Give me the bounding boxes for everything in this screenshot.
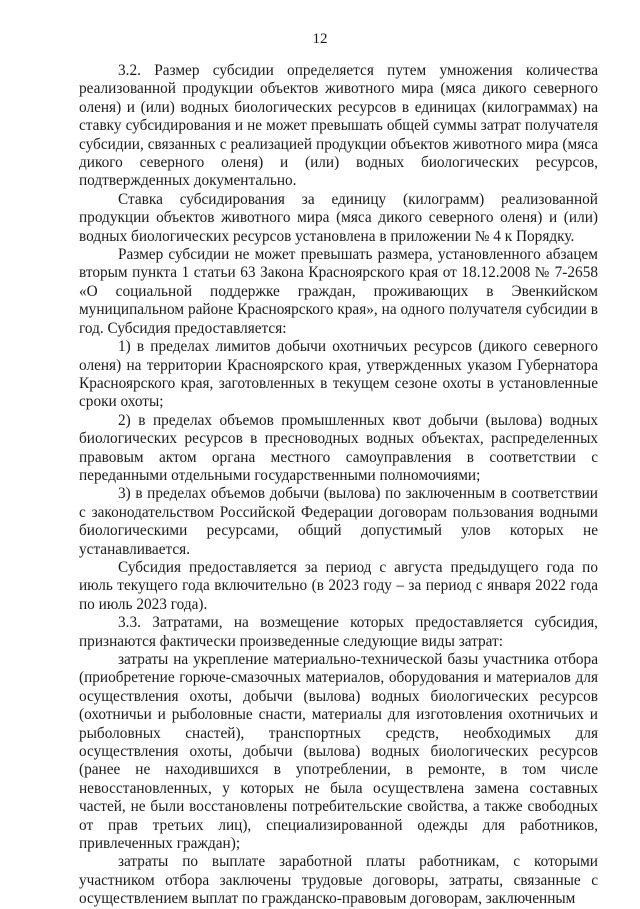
paragraph-costs-equipment: затраты на укрепление материально-технической базы участника отбора (приобретение горюче-смазочных материалов, оборудования и материалов для осуществления охоты, добычи (вылова) водных биологических ресурсов (охотничьи и рыболовные снасти, материалы для изготовления охотничьих и рыболовных снастей), транспортных средств, необходимых для осуществления охоты, добычи (вылова) водных биологических ресурсов (ранее не находившихся в употреблении, в ремонте, в том числе невосстановленных, у которых не была осуществлена замена составных частей, не были восстановлены потребительские свойства, а также свободных от прав третьих лиц), специализированной одежды для работников, привлеченных граждан); — [79, 651, 598, 853]
paragraph-3-2: 3.2. Размер субсидии определяется путем умножения количества реализованной продукции объектов животного мира (мяса дикого северного оленя) и (или) водных биологических ресурсов в единицах (килограммах) на ставку субсидирования и не может превышать общей суммы затрат получателя субсидии, связанных с реализацией продукции объектов животного мира (мяса дикого северного оленя) и (или) водных биологических ресурсов, подтвержденных документально. — [79, 62, 598, 190]
document-body — [79, 62, 598, 909]
paragraph-costs-salary: затраты по выплате заработной платы работникам, с которыми участником отбора заключены трудовые договоры, затраты, связанные с осуществлением выплат по гражданско-правовым договорам, заключенным — [79, 853, 598, 908]
list-item-2: 2) в пределах объемов промышленных квот добычи (вылова) водных биологических ресурсов в пресноводных водных объектах, распределенных правовым актом органа местного самоуправления в соответствии с переданными отдельными государственными полномочиями; — [79, 411, 598, 484]
paragraph-subsidy-rate: Ставка субсидирования за единицу (килограмм) реализованной продукции объектов животного мира (мяса дикого северного оленя) и (или) водных биологических ресурсов установлена в приложении № 4 к Порядку. — [79, 190, 598, 245]
list-item-3: 3) в пределах объемов добычи (вылова) по заключенным в соответствии с законодательством Российской Федерации договорам пользования водными биологическими ресурсами, общий допустимый улов которых не устанавливается. — [79, 485, 598, 558]
paragraph-3-3: 3.3. Затратами, на возмещение которых предоставляется субсидия, признаются фактически произведенные следующие виды затрат: — [79, 614, 598, 650]
paragraph-subsidy-period: Субсидия предоставляется за период с августа предыдущего года по июль текущего года включительно (в 2023 году – за период с января 2022 года по июль 2023 года). — [79, 558, 598, 613]
list-item-1: 1) в пределах лимитов добычи охотничьих ресурсов (дикого северного оленя) на территории Красноярского края, утвержденных указом Губернатора Красноярского края, заготовленных в текущем сезоне охоты в установленные сроки охоты; — [79, 338, 598, 411]
page-number: 12 — [312, 31, 328, 47]
paragraph-subsidy-limit: Размер субсидии не может превышать размера, установленного абзацем вторым пункта 1 статьи 63 Закона Красноярского края от 18.12.2008 № 7-2658 «О социальной поддержке граждан, проживающих в Эвенкийском муниципальном районе Красноярского края», на одного получателя субсидии в год. Субсидия предоставляется: — [79, 246, 598, 337]
